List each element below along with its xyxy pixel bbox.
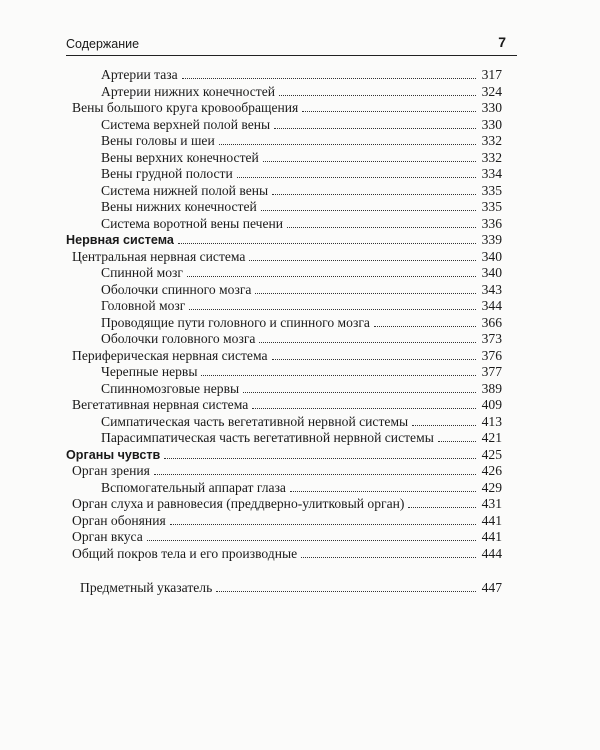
toc-entry-page: 334 [481, 166, 502, 181]
toc-entry [72, 545, 502, 562]
toc-entry [101, 132, 502, 149]
running-head [66, 34, 516, 54]
dot-leader [272, 194, 476, 195]
toc-entry [101, 215, 502, 232]
toc-entry-title: Спинной мозг [101, 265, 183, 280]
toc-entry-page: 426 [481, 463, 502, 478]
dot-leader [187, 276, 476, 277]
dot-leader [164, 458, 476, 459]
toc-entry-title: Орган обоняния [72, 512, 166, 528]
dot-leader [249, 260, 476, 261]
toc-entry-page: 324 [481, 83, 502, 99]
toc-entry [101, 380, 502, 397]
toc-entry [72, 396, 502, 413]
dot-leader [272, 359, 476, 360]
toc-entry-title: Орган вкуса [72, 529, 143, 544]
toc-entry-title: Оболочки спинного мозга [101, 281, 252, 297]
toc-entry-title: Артерии таза [101, 67, 178, 82]
toc-entry [72, 99, 502, 116]
toc-entry [72, 347, 502, 364]
toc-entry-title: Орган зрения [72, 463, 150, 478]
dot-leader [438, 441, 476, 442]
toc-entry-page: 444 [481, 545, 502, 561]
dot-leader [243, 392, 476, 393]
toc-entry [101, 429, 502, 446]
page-number: 7 [498, 34, 506, 50]
dot-leader [412, 425, 476, 426]
dot-leader [216, 591, 476, 592]
toc-entry [101, 264, 502, 281]
toc-entry-title: Артерии нижних конечностей [101, 83, 276, 99]
toc-entry-page: 332 [481, 149, 502, 165]
toc-entry-page: 409 [481, 397, 502, 412]
toc-entry-title: Вегетативная нервная система [72, 397, 249, 412]
toc-entry [101, 149, 502, 166]
dot-leader [154, 474, 476, 475]
toc-entry-page: 429 [481, 479, 502, 495]
dot-leader [147, 540, 476, 541]
toc-entry [72, 495, 502, 512]
toc-entry-title: Симпатическая часть вегетативной нервной системы [101, 413, 409, 429]
toc-entry [80, 579, 502, 596]
toc-entry-title: Головной мозг [101, 298, 186, 313]
toc-entry [101, 198, 502, 215]
toc-entry [101, 479, 502, 496]
dot-leader [302, 111, 476, 112]
toc-entry-page: 330 [481, 100, 502, 115]
dot-leader [274, 128, 476, 129]
toc-entry-title: Черепные нервы [101, 364, 198, 379]
toc-entry-title: Вены нижних конечностей [101, 199, 257, 214]
toc-entry-title: Вены головы и шеи [101, 133, 215, 148]
toc-section-heading [66, 231, 502, 248]
toc-entry-title: Оболочки головного мозга [101, 331, 256, 346]
toc-entry-title: Вены большого круга кровообращения [72, 100, 299, 115]
toc-entry-title: Система воротной вены печени [101, 215, 284, 231]
toc-entry [101, 182, 502, 199]
toc-entry-page: 366 [481, 314, 502, 330]
running-head-title: Содержание [66, 37, 140, 51]
toc-entry [101, 413, 502, 430]
toc-entry-title: Предметный указатель [80, 580, 213, 595]
toc-entry-title: Вены верхних конечностей [101, 149, 259, 165]
toc-entry [101, 165, 502, 182]
toc-entry [101, 66, 502, 83]
dot-leader [255, 293, 476, 294]
toc-entry-page: 344 [481, 298, 502, 313]
toc-section-heading [66, 446, 502, 463]
toc-entry-page: 373 [481, 331, 502, 346]
dot-leader [189, 309, 476, 310]
dot-leader [178, 243, 476, 244]
toc-entry-title: Орган слуха и равновесия (преддверно-улитковый орган) [72, 496, 405, 511]
dot-leader [259, 342, 476, 343]
toc-entry [72, 512, 502, 529]
dot-leader [182, 78, 476, 79]
toc-entry [101, 83, 502, 100]
toc-entry-title: Центральная нервная система [72, 248, 246, 264]
dot-leader [201, 375, 476, 376]
toc-entry [101, 297, 502, 314]
toc-entry-page: 441 [481, 529, 502, 544]
toc-entry-page: 447 [481, 580, 502, 595]
toc-entry [101, 281, 502, 298]
toc-entry-title: Проводящие пути головного и спинного мозга [101, 314, 370, 330]
toc-entry-title: Парасимпатическая часть вегетативной нервной системы [101, 430, 434, 445]
toc-entry [101, 116, 502, 133]
dot-leader [219, 144, 476, 145]
toc-entry-title: Вспомогательный аппарат глаза [101, 479, 286, 495]
toc-entry [101, 330, 502, 347]
toc-entry-page: 330 [481, 116, 502, 132]
toc-entry-title: Органы чувств [66, 447, 161, 462]
dot-leader [374, 326, 476, 327]
header-rule [66, 55, 517, 56]
toc-entry-page: 340 [481, 265, 502, 280]
toc-entry-page: 335 [481, 182, 502, 198]
toc-entry-page: 317 [481, 67, 502, 82]
toc-entry-title: Периферическая нервная система [72, 347, 268, 363]
dot-leader [287, 227, 476, 228]
toc-entry-page: 441 [481, 512, 502, 528]
dot-leader [301, 557, 476, 558]
toc-entry-page: 339 [481, 232, 502, 247]
toc-entry-page: 376 [481, 347, 502, 363]
dot-leader [252, 408, 476, 409]
dot-leader [408, 507, 476, 508]
toc-entry-title: Система нижней полой вены [101, 182, 269, 198]
toc-entry [72, 248, 502, 265]
toc-entry [101, 314, 502, 331]
toc-entry-page: 431 [481, 496, 502, 511]
toc-entry-page: 336 [481, 215, 502, 231]
toc-entry-page: 335 [481, 199, 502, 214]
toc-entry-title: Вены грудной полости [101, 166, 233, 181]
dot-leader [170, 524, 476, 525]
toc-entry [101, 363, 502, 380]
dot-leader [263, 161, 476, 162]
toc-entry-page: 340 [481, 248, 502, 264]
toc-entry-page: 413 [481, 413, 502, 429]
toc-entry-title: Общий покров тела и его производные [72, 545, 298, 561]
dot-leader [237, 177, 476, 178]
toc-entry-title: Нервная система [66, 233, 174, 247]
dot-leader [279, 95, 476, 96]
toc-entry-page: 343 [481, 281, 502, 297]
toc-entry-page: 425 [481, 446, 502, 462]
toc-entry-page: 332 [481, 133, 502, 148]
toc-entry-title: Система верхней полой вены [101, 116, 271, 132]
dot-leader [290, 491, 476, 492]
toc-entry-page: 421 [481, 430, 502, 445]
toc-entry [72, 528, 502, 545]
toc-entry-page: 377 [481, 364, 502, 379]
toc-entry-page: 389 [481, 380, 502, 396]
toc-entry [72, 462, 502, 479]
toc-entry-title: Спинномозговые нервы [101, 380, 240, 396]
dot-leader [261, 210, 476, 211]
